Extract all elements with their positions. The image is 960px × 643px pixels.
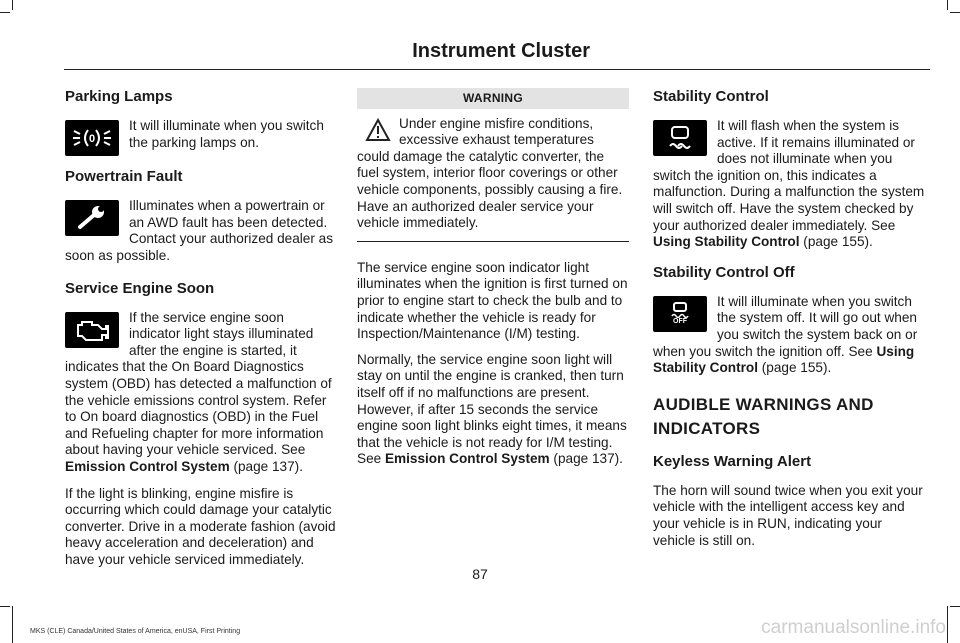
using-stability-control-link[interactable]: Using Stability Control — [653, 234, 800, 250]
service-engine-heading: Service Engine Soon — [65, 279, 215, 297]
footer-text: MKS (CLE) Canada/United States of America, enUSA, First Printing — [30, 628, 241, 635]
crop-mark — [12, 606, 13, 643]
warning-text: Under engine misfire conditions, excessive exhaust temperatures could damage the catalytic converter, the fuel system, interior floor coverings or other vehicle components, possibly causing a fire. Have an authorized dealer service your vehicle immediately. — [357, 115, 623, 231]
column-1 — [65, 88, 337, 577]
off-icon-label: OFF — [673, 318, 687, 326]
header-rule — [64, 69, 930, 70]
warning-rule — [357, 241, 629, 242]
stability-control-off-heading: Stability Control Off — [653, 263, 795, 281]
service-engine-text-2: If the light is blinking, engine misfire is occurring which could damage your catalytic converter. Drive in a moderate fashion (avoid heavy acceleration and deceleration) and have your vehicle serviced immediately. — [65, 485, 336, 567]
parking-lamps-icon — [65, 120, 119, 156]
powertrain-fault-heading: Powertrain Fault — [65, 168, 183, 186]
crop-mark — [0, 12, 10, 13]
engine-check-text: The service engine soon indicator light illuminates when the ignition is first turned on prior to engine start to check the bulb and to indicate whether the vehicle is ready for Inspection/Maintenance (I/M) testing. — [357, 259, 628, 342]
svg-text:0: 0 — [88, 133, 96, 145]
stability-control-heading: Stability Control — [653, 88, 769, 105]
keyless-warning-text: The horn will sound twice when you exit your vehicle with the intelligent access key and your vehicle is in RUN, indicating your vehicle is still on. — [653, 482, 923, 548]
emission-control-link-2[interactable]: Emission Control System — [384, 451, 550, 467]
crop-mark — [950, 12, 960, 13]
section-title: AUDIBLE WARNINGS AND INDICATORS — [653, 394, 874, 438]
powertrain-fault-text: Illuminates when a powertrain or an AWD fault has been detected. Contact your authorized dealer as soon as possible. — [65, 198, 334, 263]
watermark: carmanualsonline.info — [761, 617, 946, 638]
wrench-icon — [65, 200, 119, 236]
column-3 — [653, 88, 925, 558]
crop-mark — [947, 0, 948, 10]
emission-control-link[interactable]: Emission Control System — [65, 458, 230, 474]
engine-blink-text: Normally, the service engine soon light will stay on until the engine is cranked, then turn itself off if no malfunctions are present. However, if after 15 seconds the service engine soon light blinks eight times, it means that the vehicle is not ready for I/M testing. See Emission Control System (page 137). — [357, 351, 627, 467]
crop-mark — [947, 606, 948, 643]
crop-mark — [12, 0, 13, 10]
warning-label: WARNING — [357, 88, 629, 109]
using-stability-control-link-2[interactable]: Using Stability Control — [653, 343, 915, 376]
crop-mark — [0, 606, 10, 607]
parking-lamps-text: It will illuminate when you switch the parking lamps on. — [129, 118, 324, 150]
warning-icon — [365, 118, 391, 142]
keyless-warning-heading: Keyless Warning Alert — [653, 452, 812, 470]
stability-control-off-icon — [653, 296, 707, 332]
service-engine-text: If the service engine soon indicator light stays illuminated after the engine is started, it indicates that the On Board Diagnostics system (OBD) has detected a malfunction of the vehicle emissions control system. Refer to On board diagnostics (OBD) in the Fuel and Refueling chapter for more information about having your vehicle serviced. See Emission Control System (page 137). — [65, 309, 332, 474]
stability-control-off-text: It will illuminate when you switch the system off. It will go out when you switch the system back on or when you switch the ignition off. See Using Stability Control (page 155). — [653, 293, 918, 376]
page-number: 87 — [472, 566, 488, 582]
stability-control-icon — [653, 120, 707, 156]
page-title: Instrument Cluster — [412, 40, 590, 62]
stability-control-text: It will flash when the system is active. If it remains illuminated or does not illuminate when you switch the ignition on, this indicates a malfunction. During a malfunction the system will switch off. Have the system checked by your authorized dealer immediately. See Using Stability Control (page 155). — [653, 118, 925, 250]
column-2 — [357, 88, 629, 477]
parking-lamps-heading: Parking Lamps — [65, 88, 173, 105]
engine-icon — [65, 312, 119, 348]
crop-mark — [950, 606, 960, 607]
